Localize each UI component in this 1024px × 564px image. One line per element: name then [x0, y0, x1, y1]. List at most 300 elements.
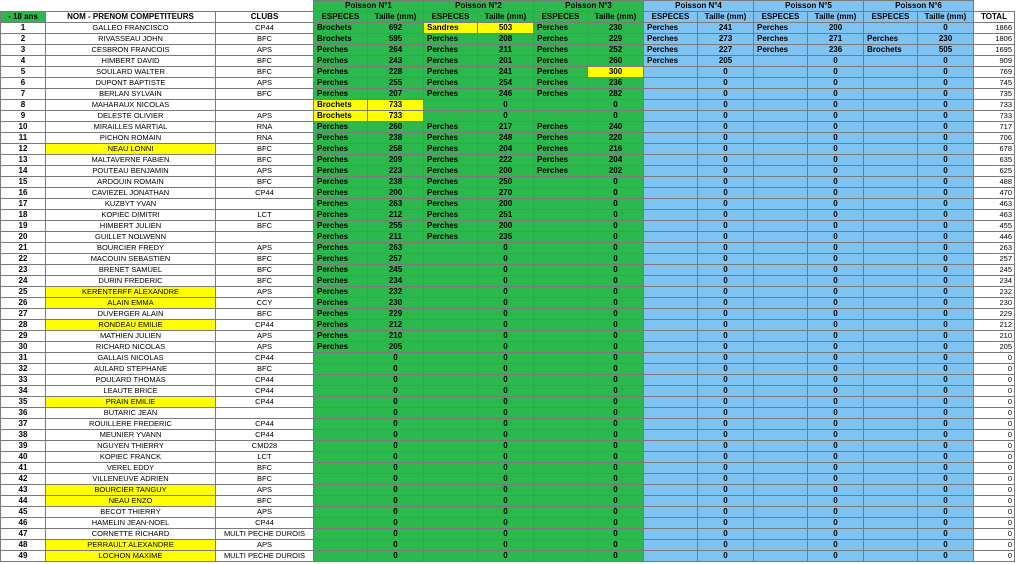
competitor-number: 29	[1, 331, 46, 342]
fish-species-cell	[644, 166, 698, 177]
competitor-number: 40	[1, 452, 46, 463]
fish-size-cell: 236	[588, 78, 644, 89]
fish-size-cell: 0	[808, 232, 864, 243]
fish-size-cell: 0	[588, 210, 644, 221]
competitor-number: 11	[1, 133, 46, 144]
fish-species-cell: Perches	[424, 67, 478, 78]
competitor-name: POULARD THOMAS	[46, 375, 216, 386]
table-row	[1, 166, 1015, 177]
fish-size-cell: 0	[808, 342, 864, 353]
table-row	[1, 243, 1015, 254]
competitor-number: 16	[1, 188, 46, 199]
fish-size-cell: 0	[918, 441, 974, 452]
fish-size-cell: 0	[588, 441, 644, 452]
fish-size-cell: 0	[698, 78, 754, 89]
fish-size-cell: 0	[698, 463, 754, 474]
fish-size-cell: 200	[478, 166, 534, 177]
competitor-club: BFC	[216, 56, 314, 67]
fish-size-cell: 212	[368, 320, 424, 331]
fish-size-cell: 0	[478, 463, 534, 474]
fish-species-cell	[864, 243, 918, 254]
fish-species-cell	[534, 177, 588, 188]
fish-size-cell: 0	[808, 254, 864, 265]
fish-size-cell: 0	[808, 276, 864, 287]
total-cell: 1806	[974, 34, 1015, 45]
fish-size-cell: 273	[698, 34, 754, 45]
fish-species-cell: Perches	[424, 155, 478, 166]
species-column-header: ESPECES	[644, 12, 698, 23]
fish-size-cell: 0	[478, 551, 534, 562]
fish-size-cell: 211	[368, 232, 424, 243]
fish-size-cell: 0	[698, 265, 754, 276]
competitor-number: 6	[1, 78, 46, 89]
fish-size-cell: 0	[478, 430, 534, 441]
competitor-club: CP44	[216, 386, 314, 397]
fish-size-cell: 0	[808, 419, 864, 430]
competitor-name: GALLAIS NICOLAS	[46, 353, 216, 364]
total-cell: 0	[974, 353, 1015, 364]
fish-species-cell	[644, 210, 698, 221]
fish-size-cell: 0	[588, 529, 644, 540]
total-cell: 257	[974, 254, 1015, 265]
fish-size-cell: 0	[698, 67, 754, 78]
fish-species-cell	[644, 518, 698, 529]
fish-size-cell: 0	[478, 518, 534, 529]
competitor-club: BFC	[216, 34, 314, 45]
fish-size-cell: 0	[918, 375, 974, 386]
fish-species-cell: Perches	[534, 45, 588, 56]
fish-species-cell	[644, 540, 698, 551]
fish-species-cell	[754, 254, 808, 265]
fish-species-cell: Perches	[534, 78, 588, 89]
competitor-number: 46	[1, 518, 46, 529]
fish-size-cell: 0	[918, 540, 974, 551]
fish-species-cell: Perches	[424, 210, 478, 221]
competitor-number: 9	[1, 111, 46, 122]
fish-size-cell: 0	[918, 518, 974, 529]
total-cell: 212	[974, 320, 1015, 331]
competitor-club: BFC	[216, 276, 314, 287]
fish-species-cell: Perches	[314, 199, 368, 210]
fish-size-cell: 0	[478, 540, 534, 551]
fish-size-cell: 0	[698, 111, 754, 122]
fish-size-cell: 0	[808, 89, 864, 100]
fish-size-cell: 0	[918, 474, 974, 485]
fish-size-cell: 0	[808, 353, 864, 364]
fish-size-cell: 234	[368, 276, 424, 287]
fish-size-cell: 0	[918, 78, 974, 89]
fish-species-cell	[644, 474, 698, 485]
fish-size-cell: 0	[918, 342, 974, 353]
fish-size-cell: 0	[588, 221, 644, 232]
fish-species-cell	[864, 276, 918, 287]
fish-species-cell	[754, 188, 808, 199]
total-column-header: TOTAL	[974, 12, 1015, 23]
fish-species-cell	[754, 133, 808, 144]
blank-cell	[974, 1, 1015, 12]
total-cell: 470	[974, 188, 1015, 199]
competitor-club: APS	[216, 540, 314, 551]
fish-species-cell	[864, 133, 918, 144]
fish-species-cell	[314, 386, 368, 397]
species-column-header: ESPECES	[754, 12, 808, 23]
fish-species-cell	[754, 496, 808, 507]
fish-size-cell: 0	[698, 474, 754, 485]
competitor-name: PICHON ROMAIN	[46, 133, 216, 144]
fish-species-cell	[754, 166, 808, 177]
fish-species-cell	[644, 144, 698, 155]
fish-size-cell: 0	[698, 353, 754, 364]
total-cell: 488	[974, 177, 1015, 188]
competitor-name: SOULARD WALTER	[46, 67, 216, 78]
fish-species-cell	[314, 408, 368, 419]
table-row	[1, 78, 1015, 89]
fish-size-cell: 0	[478, 375, 534, 386]
fish-species-cell	[864, 408, 918, 419]
fish-size-cell: 300	[588, 67, 644, 78]
fish-species-cell	[754, 122, 808, 133]
fish-size-cell: 0	[478, 342, 534, 353]
fish-size-cell: 0	[808, 155, 864, 166]
fish-species-cell: Perches	[314, 276, 368, 287]
fish-species-cell	[314, 540, 368, 551]
fish-size-cell: 246	[478, 89, 534, 100]
total-cell: 0	[974, 474, 1015, 485]
fish-size-cell: 202	[588, 166, 644, 177]
competitor-club: BFC	[216, 364, 314, 375]
size-column-header: Taille (mm)	[368, 12, 424, 23]
fish-species-cell	[864, 56, 918, 67]
fish-size-cell: 0	[698, 144, 754, 155]
fish-size-cell: 0	[918, 386, 974, 397]
fish-size-cell: 0	[478, 298, 534, 309]
total-cell: 0	[974, 529, 1015, 540]
fish-species-cell: Perches	[314, 122, 368, 133]
competitor-name: POUTEAU BENJAMIN	[46, 166, 216, 177]
fish-size-cell: 0	[918, 551, 974, 562]
fish-species-cell	[864, 529, 918, 540]
fish-size-cell: 0	[698, 298, 754, 309]
fish-species-cell	[644, 397, 698, 408]
total-cell: 0	[974, 551, 1015, 562]
fish-species-cell	[864, 518, 918, 529]
fish-species-cell	[864, 375, 918, 386]
fish-species-cell: Perches	[534, 133, 588, 144]
fish-species-cell	[754, 430, 808, 441]
fish-size-cell: 0	[918, 221, 974, 232]
fish-size-cell: 0	[808, 320, 864, 331]
fish-species-cell	[864, 320, 918, 331]
fish-size-cell: 230	[368, 298, 424, 309]
fish-species-cell	[864, 419, 918, 430]
table-row	[1, 551, 1015, 562]
fish-species-cell	[644, 452, 698, 463]
total-cell: 0	[974, 518, 1015, 529]
fish-species-cell	[644, 375, 698, 386]
competitor-club: LCT	[216, 452, 314, 463]
fish-size-cell: 0	[368, 551, 424, 562]
total-cell: 0	[974, 364, 1015, 375]
fish-size-cell: 0	[698, 507, 754, 518]
fish-species-cell	[314, 452, 368, 463]
competitor-name: LOCHON MAXIME	[46, 551, 216, 562]
fish-size-cell: 503	[478, 23, 534, 34]
total-cell: 0	[974, 496, 1015, 507]
table-row	[1, 331, 1015, 342]
fish-size-cell: 0	[368, 540, 424, 551]
fish-size-cell: 0	[698, 309, 754, 320]
fish-size-cell: 232	[368, 287, 424, 298]
total-cell: 0	[974, 540, 1015, 551]
total-cell: 263	[974, 243, 1015, 254]
fish-species-cell	[424, 320, 478, 331]
column-header-row	[1, 12, 1015, 23]
competitor-club: MULTI PECHE DUROIS	[216, 551, 314, 562]
competitor-club: CP44	[216, 430, 314, 441]
fish-species-cell	[424, 419, 478, 430]
fish-species-cell	[644, 320, 698, 331]
fish-species-cell	[534, 386, 588, 397]
table-row	[1, 188, 1015, 199]
fish-size-cell: 250	[478, 177, 534, 188]
fish-size-cell: 208	[478, 34, 534, 45]
table-row	[1, 364, 1015, 375]
table-row	[1, 320, 1015, 331]
competitor-number: 27	[1, 309, 46, 320]
competitor-name: RONDEAU EMILIE	[46, 320, 216, 331]
fish-species-cell	[534, 540, 588, 551]
fish-species-cell: Perches	[754, 23, 808, 34]
fish-species-cell	[864, 386, 918, 397]
fish-species-cell	[754, 408, 808, 419]
competitor-name: BRENET SAMUEL	[46, 265, 216, 276]
fish-species-cell	[534, 441, 588, 452]
competitor-name: MEUNIER YVANN	[46, 430, 216, 441]
fish-species-cell: Perches	[314, 232, 368, 243]
fish-species-cell	[314, 518, 368, 529]
fish-size-cell: 0	[918, 56, 974, 67]
fish-size-cell: 0	[588, 342, 644, 353]
fish-species-cell	[864, 78, 918, 89]
fish-size-cell: 0	[918, 309, 974, 320]
fish-size-cell: 0	[918, 430, 974, 441]
total-cell: 733	[974, 111, 1015, 122]
competitor-name: PERRAULT ALEXANDRE	[46, 540, 216, 551]
competitor-number: 20	[1, 232, 46, 243]
fish-species-cell	[314, 529, 368, 540]
competitor-number: 35	[1, 397, 46, 408]
competitor-club: BFC	[216, 177, 314, 188]
fish-size-cell: 0	[698, 287, 754, 298]
fish-size-cell: 205	[368, 342, 424, 353]
competitor-club: RNA	[216, 133, 314, 144]
competitor-club: BFC	[216, 254, 314, 265]
fish-size-cell: 0	[368, 507, 424, 518]
fish-size-cell: 0	[478, 507, 534, 518]
fish-species-cell	[644, 188, 698, 199]
fish-species-cell: Perches	[314, 221, 368, 232]
fish-size-cell: 0	[368, 375, 424, 386]
fish-species-cell: Perches	[424, 221, 478, 232]
fish-size-cell: 0	[698, 419, 754, 430]
fish-size-cell: 235	[478, 232, 534, 243]
fish-species-cell	[864, 507, 918, 518]
fish-species-cell: Perches	[754, 45, 808, 56]
fish-species-cell	[534, 342, 588, 353]
fish-species-cell	[424, 463, 478, 474]
competitor-name: NEAU ENZO	[46, 496, 216, 507]
fish-size-cell: 0	[698, 254, 754, 265]
table-row	[1, 540, 1015, 551]
fish-size-cell: 0	[368, 408, 424, 419]
competitor-number: 18	[1, 210, 46, 221]
fish-species-cell	[424, 100, 478, 111]
fish-size-cell: 0	[588, 320, 644, 331]
total-cell: 0	[974, 507, 1015, 518]
fish-species-cell	[534, 188, 588, 199]
fish-species-cell	[864, 177, 918, 188]
fish-species-cell	[864, 254, 918, 265]
table-row	[1, 111, 1015, 122]
fish-species-cell	[754, 518, 808, 529]
competitor-number: 19	[1, 221, 46, 232]
fish-size-cell: 0	[808, 540, 864, 551]
table-row	[1, 419, 1015, 430]
fish-species-cell	[534, 309, 588, 320]
fish-species-cell	[424, 441, 478, 452]
fish-size-cell: 0	[698, 276, 754, 287]
fish-species-cell	[864, 287, 918, 298]
fish-size-cell: 241	[698, 23, 754, 34]
table-row	[1, 232, 1015, 243]
fish-size-cell: 200	[478, 221, 534, 232]
fish-species-cell	[864, 342, 918, 353]
fish-size-cell: 0	[808, 474, 864, 485]
competitor-name: BUTARIC JEAN	[46, 408, 216, 419]
fish-size-cell: 0	[918, 276, 974, 287]
competitor-name: BERLAN SYLVAIN	[46, 89, 216, 100]
fish-size-cell: 229	[588, 34, 644, 45]
competitor-club: BFC	[216, 265, 314, 276]
fish-species-cell	[424, 254, 478, 265]
fish-species-cell	[754, 342, 808, 353]
fish-species-cell: Perches	[314, 155, 368, 166]
competitor-club	[216, 100, 314, 111]
fish-species-cell	[644, 122, 698, 133]
fish-size-cell: 228	[368, 67, 424, 78]
fish-species-cell	[534, 353, 588, 364]
competitor-name: ALAIN EMMA	[46, 298, 216, 309]
total-cell: 0	[974, 408, 1015, 419]
fish-size-cell: 0	[918, 100, 974, 111]
fish-species-cell	[754, 221, 808, 232]
fish-size-cell: 238	[368, 133, 424, 144]
fish-species-cell	[424, 551, 478, 562]
fish-species-cell	[754, 177, 808, 188]
fish-species-cell	[424, 485, 478, 496]
competitor-name: MATHIEN JULIEN	[46, 331, 216, 342]
competitor-club: BFC	[216, 155, 314, 166]
fish-species-cell: Perches	[314, 78, 368, 89]
fish-size-cell: 0	[478, 452, 534, 463]
fish-species-cell: Perches	[534, 166, 588, 177]
fish-size-cell: 0	[808, 496, 864, 507]
fish-size-cell: 0	[918, 254, 974, 265]
competitor-club: CP44	[216, 353, 314, 364]
fish-size-cell: 0	[918, 496, 974, 507]
fish-species-cell	[424, 529, 478, 540]
fish-species-cell	[644, 243, 698, 254]
fish-species-cell	[644, 441, 698, 452]
fish-size-cell: 0	[588, 551, 644, 562]
fish-species-cell: Brochets	[314, 34, 368, 45]
fish-size-cell: 0	[698, 540, 754, 551]
fish-species-cell: Perches	[314, 67, 368, 78]
competitor-club: APS	[216, 78, 314, 89]
fish-size-cell: 0	[808, 177, 864, 188]
fish-size-cell: 238	[368, 177, 424, 188]
table-row	[1, 408, 1015, 419]
fish-species-cell: Perches	[314, 254, 368, 265]
table-row	[1, 485, 1015, 496]
total-cell: 678	[974, 144, 1015, 155]
fish-species-cell	[644, 353, 698, 364]
fish-species-cell	[424, 540, 478, 551]
fish-size-cell: 0	[478, 485, 534, 496]
table-row	[1, 309, 1015, 320]
fish-size-cell: 0	[588, 188, 644, 199]
competitor-name: NGUYEN THIERRY	[46, 441, 216, 452]
fish-species-cell	[424, 287, 478, 298]
fish-size-cell: 0	[918, 111, 974, 122]
fish-species-cell	[424, 452, 478, 463]
fish-size-cell: 0	[588, 364, 644, 375]
competitor-number: 23	[1, 265, 46, 276]
fish-species-cell: Brochets	[314, 111, 368, 122]
total-cell: 706	[974, 133, 1015, 144]
fish-size-cell: 0	[588, 100, 644, 111]
fish-species-cell	[754, 353, 808, 364]
fish-size-cell: 0	[918, 298, 974, 309]
competitor-name: RIVASSEAU JOHN	[46, 34, 216, 45]
fish-species-cell	[314, 430, 368, 441]
fish-species-cell: Perches	[534, 56, 588, 67]
fish-size-cell: 0	[368, 496, 424, 507]
fish-size-cell: 0	[368, 529, 424, 540]
fish-size-cell: 0	[918, 177, 974, 188]
fish-size-cell: 0	[588, 287, 644, 298]
fish-size-cell: 0	[808, 122, 864, 133]
fish-size-cell: 0	[698, 375, 754, 386]
fish-size-cell: 263	[368, 243, 424, 254]
fish-species-cell	[754, 56, 808, 67]
total-cell: 232	[974, 287, 1015, 298]
fish-size-cell: 209	[368, 155, 424, 166]
fish-size-cell: 0	[808, 56, 864, 67]
fish-species-cell	[754, 276, 808, 287]
competitor-name: HIMBERT DAVID	[46, 56, 216, 67]
fish-species-cell: Perches	[424, 45, 478, 56]
table-row	[1, 452, 1015, 463]
competitor-name: MACOUIN SEBASTIEN	[46, 254, 216, 265]
competitor-number: 26	[1, 298, 46, 309]
fish-species-cell	[314, 485, 368, 496]
fish-species-cell: Perches	[314, 144, 368, 155]
competitor-name: CESBRON FRANCOIS	[46, 45, 216, 56]
table-row	[1, 397, 1015, 408]
fish-size-cell: 0	[478, 243, 534, 254]
fish-size-cell: 222	[478, 155, 534, 166]
